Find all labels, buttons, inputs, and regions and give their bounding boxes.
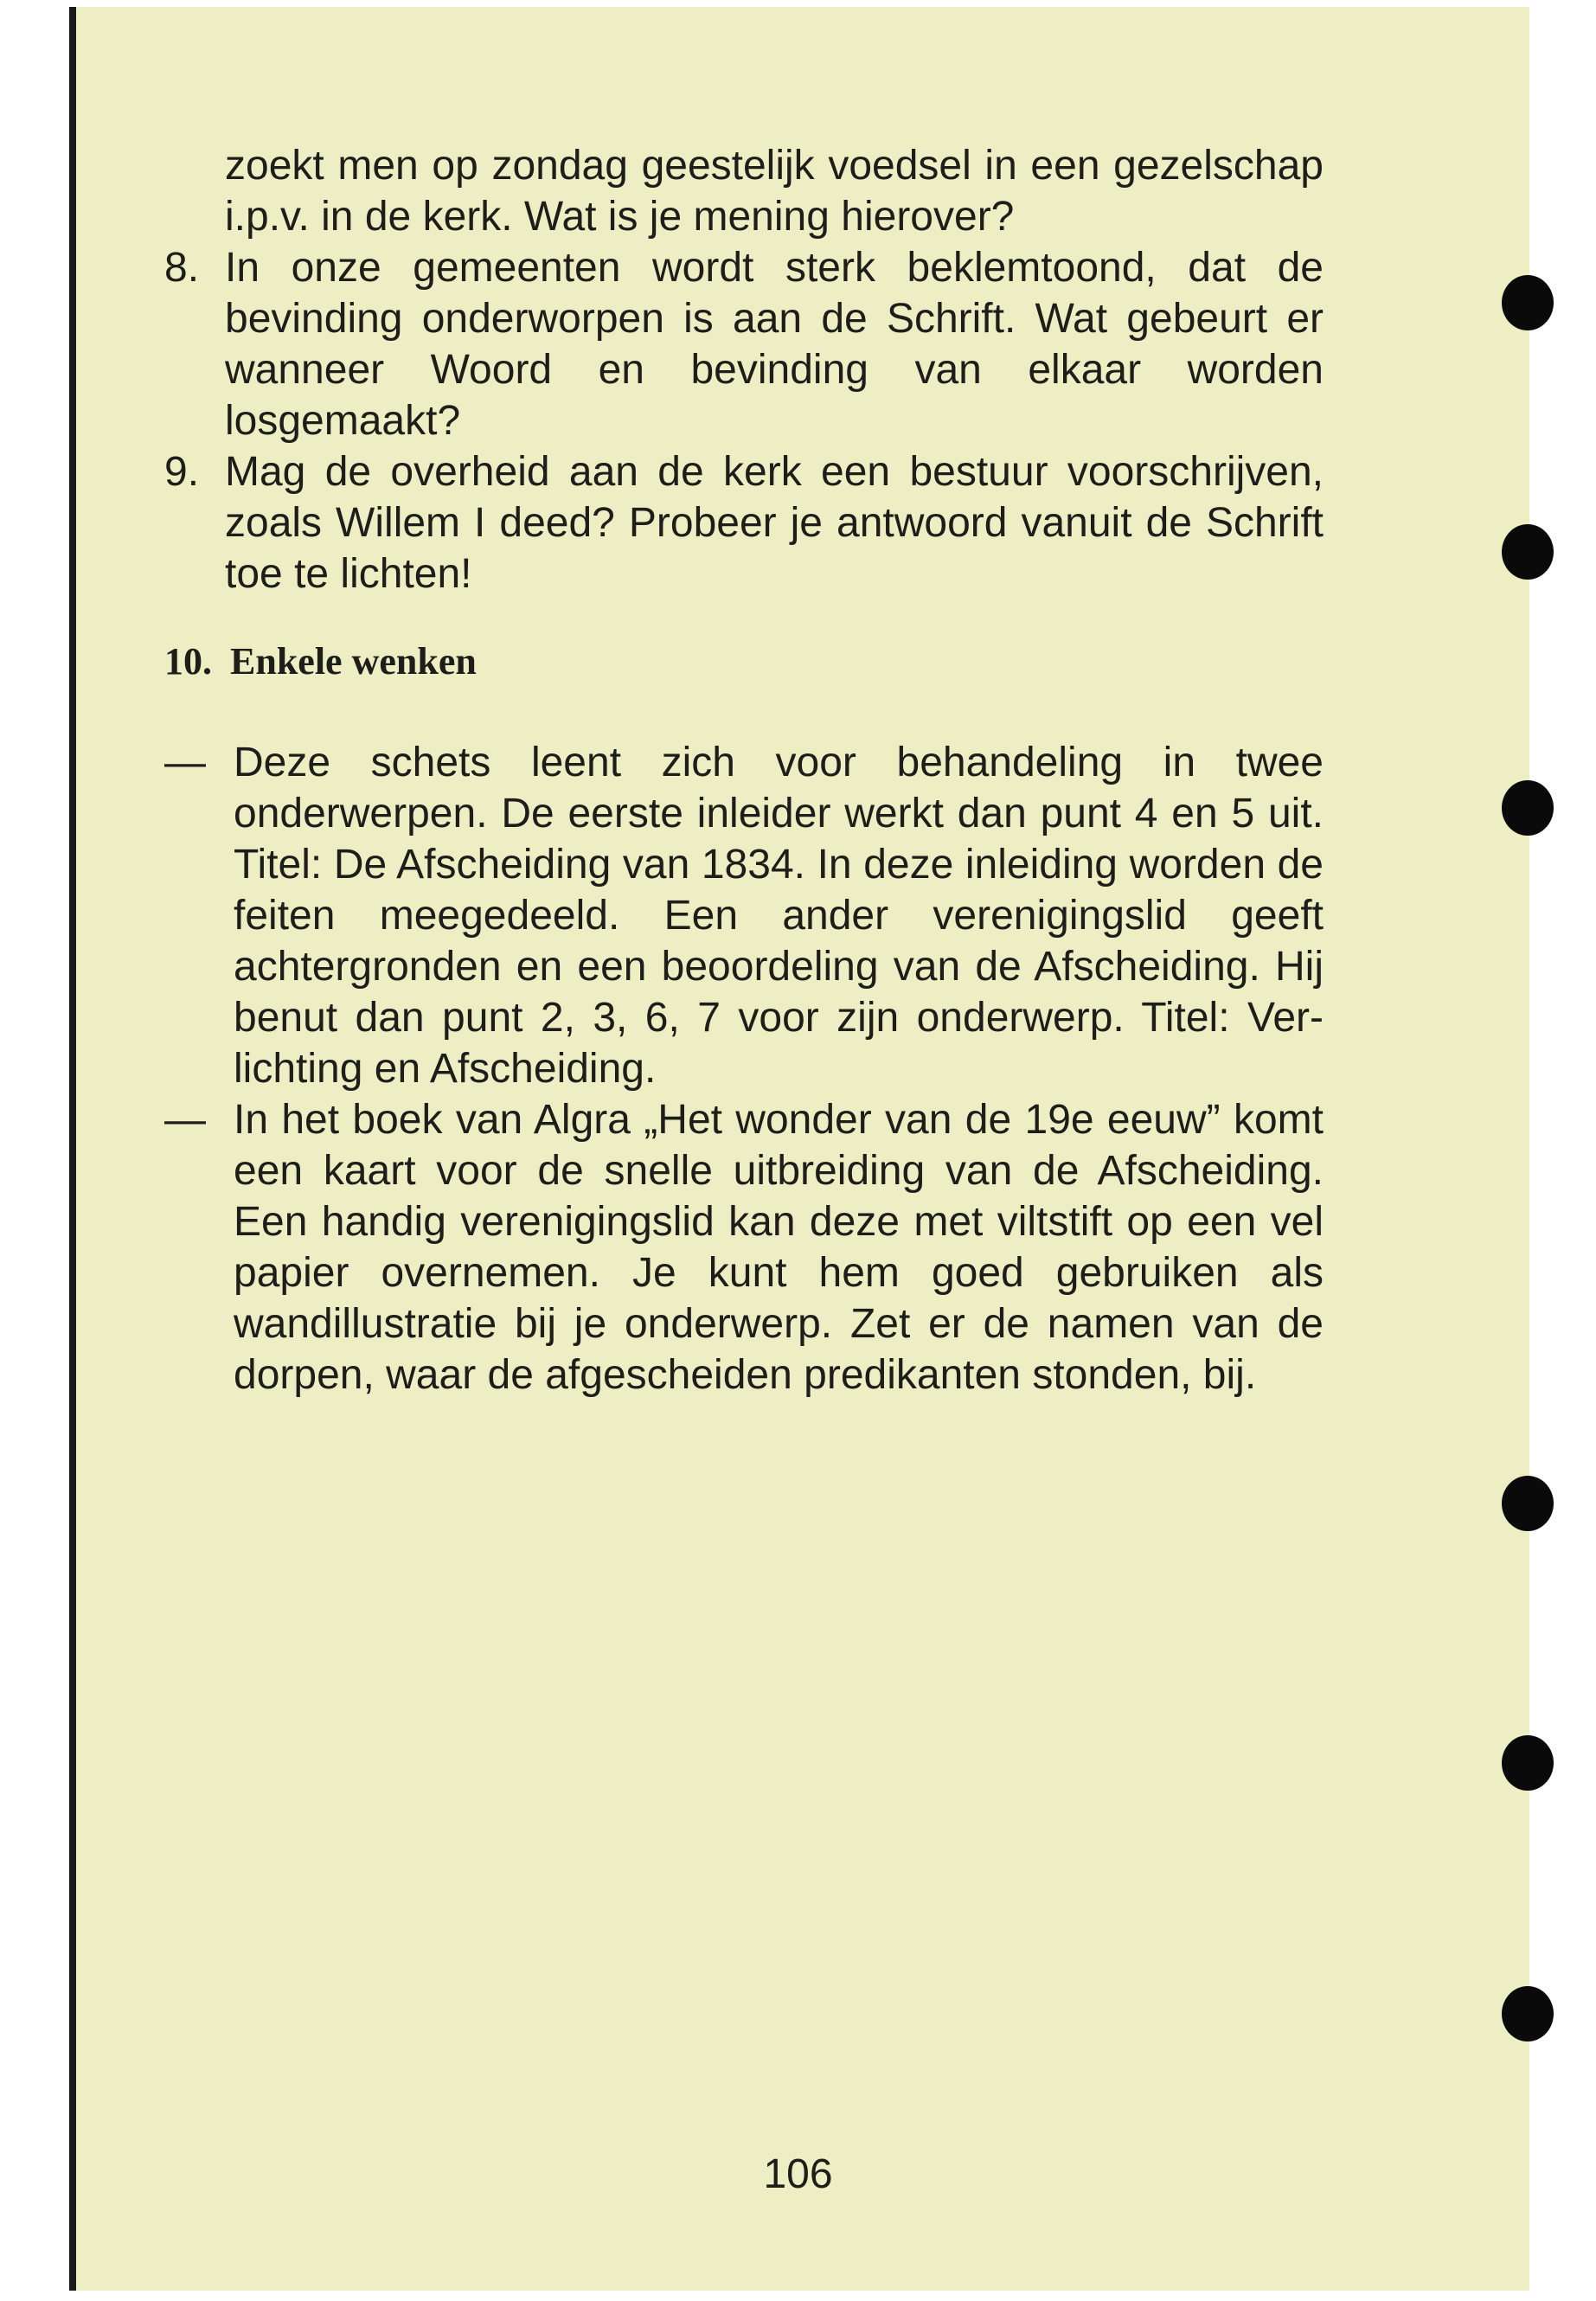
- tip-item: [164, 1094, 1324, 1400]
- question-text: Mag de overheid aan de kerk een bestuur voorschrijven, zoals Willem I deed? Probeer je antwoord vanuit de Schrift toe te lichten!: [225, 449, 1324, 597]
- page-content: [164, 140, 1324, 1400]
- section-heading: [164, 636, 1324, 687]
- binder-hole: [1502, 1735, 1554, 1791]
- section-number: 10.: [164, 640, 212, 683]
- question-text: In onze gemeenten wordt sterk beklemtoond, dat de bevinding onderworpen is aan de Schrift. Wat gebeurt er wanneer Woord en bevinding van elkaar worden losgemaakt?: [225, 245, 1324, 444]
- question-item: [164, 446, 1324, 599]
- tip-text: In het boek van Algra „Het wonder van de 19e eeuw” komt een kaart voor de snelle uitbreiding van de Afscheiding. Een handig verenigingslid kan deze met viltstift op een vel papier overnemen. Je kunt hem goed gebruiken als wandillustratie bij je onderwerp. Zet er de namen van de dorpen, waar de afgescheiden predikanten stonden, bij.: [234, 1097, 1324, 1398]
- binder-hole: [1502, 780, 1554, 836]
- binder-hole: [1502, 1986, 1554, 2041]
- tip-text: Deze schets leent zich voor behandeling in twee onderwerpen. De eerste inleider werkt dan punt 4 en 5 uit. Titel: De Afscheiding van 1834. In deze inleiding worden de feiten meegedeeld. Een ander verenigingslid geeft achtergronden en een beoordeling van de Afscheiding. Hij benut dan punt 2, 3, 6, 7 voor zijn onderwerp. Titel: Verlichting en Afscheiding.: [234, 740, 1324, 1092]
- binder-hole: [1502, 1476, 1554, 1531]
- intro-paragraph: zoekt men op zondag geestelijk voedsel in een gezelschap i.p.v. in de kerk. Wat is je mening hierover?: [225, 143, 1324, 240]
- question-item: [164, 242, 1324, 446]
- page-number: 106: [763, 2151, 833, 2197]
- tip-item: [164, 737, 1324, 1094]
- dash-marker: —: [164, 740, 206, 785]
- question-number: 8.: [164, 245, 200, 291]
- section-title: Enkele wenken: [230, 640, 477, 683]
- question-number: 9.: [164, 449, 200, 495]
- binder-hole: [1502, 275, 1554, 330]
- binder-hole: [1502, 524, 1554, 580]
- dash-marker: —: [164, 1097, 206, 1143]
